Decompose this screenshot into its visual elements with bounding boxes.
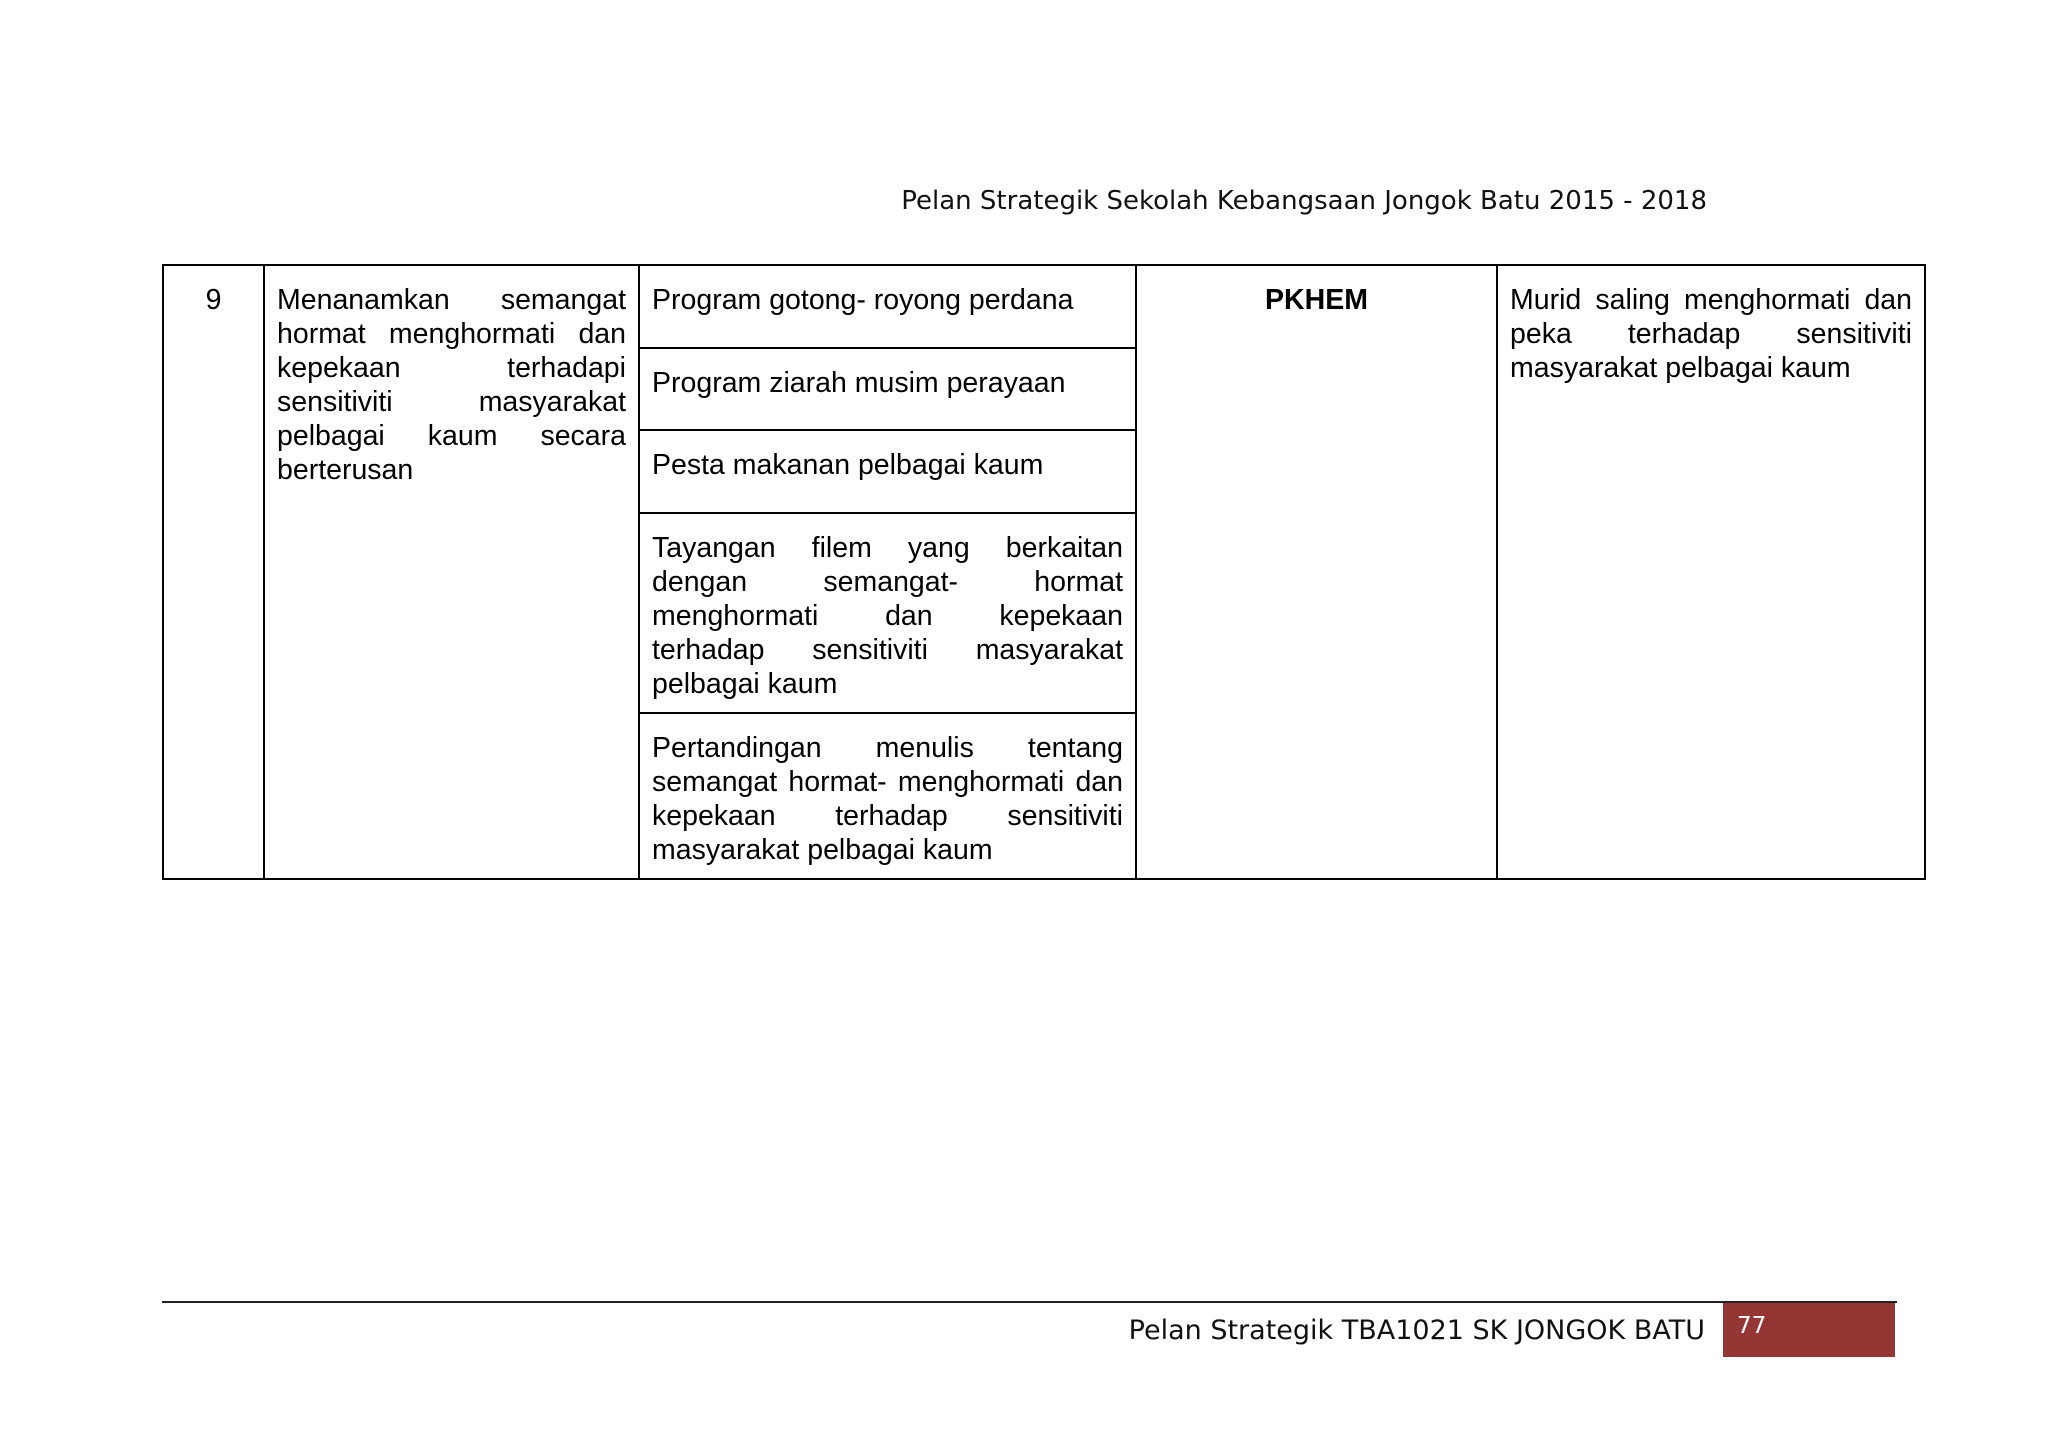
program-cell: Pesta makanan pelbagai kaum [639, 430, 1136, 513]
item-number-cell: 9 [163, 265, 264, 879]
program-cell: Pertandingan menulis tentang semangat hormat- menghormati dan kepekaan terhadap sensitiviti masyarakat pelbagai kaum [639, 713, 1136, 879]
footer-title: Pelan Strategik TBA1021 SK JONGOK BATU [1128, 1315, 1705, 1346]
objective-cell: Menanamkan semangat hormat menghormati dan kepekaan terhadapi sensitiviti masyarakat pelbagai kaum secara berterusan [264, 265, 639, 879]
page-number: 77 [1737, 1313, 1767, 1339]
table-row [163, 265, 1925, 348]
program-cell: Program ziarah musim perayaan [639, 348, 1136, 430]
outcome-cell: Murid saling menghormati dan peka terhadap sensitiviti masyarakat pelbagai kaum [1497, 265, 1925, 879]
program-cell: Program gotong- royong perdana [639, 265, 1136, 348]
responsible-cell: PKHEM [1136, 265, 1497, 879]
strategy-table [162, 264, 1926, 880]
page-number-badge [1723, 1303, 1895, 1357]
program-cell: Tayangan filem yang berkaitan dengan semangat- hormat menghormati dan kepekaan terhadap sensitiviti masyarakat pelbagai kaum [639, 513, 1136, 713]
footer-divider [162, 1301, 1897, 1303]
page-header-title: Pelan Strategik Sekolah Kebangsaan Jongok Batu 2015 - 2018 [901, 186, 1707, 216]
